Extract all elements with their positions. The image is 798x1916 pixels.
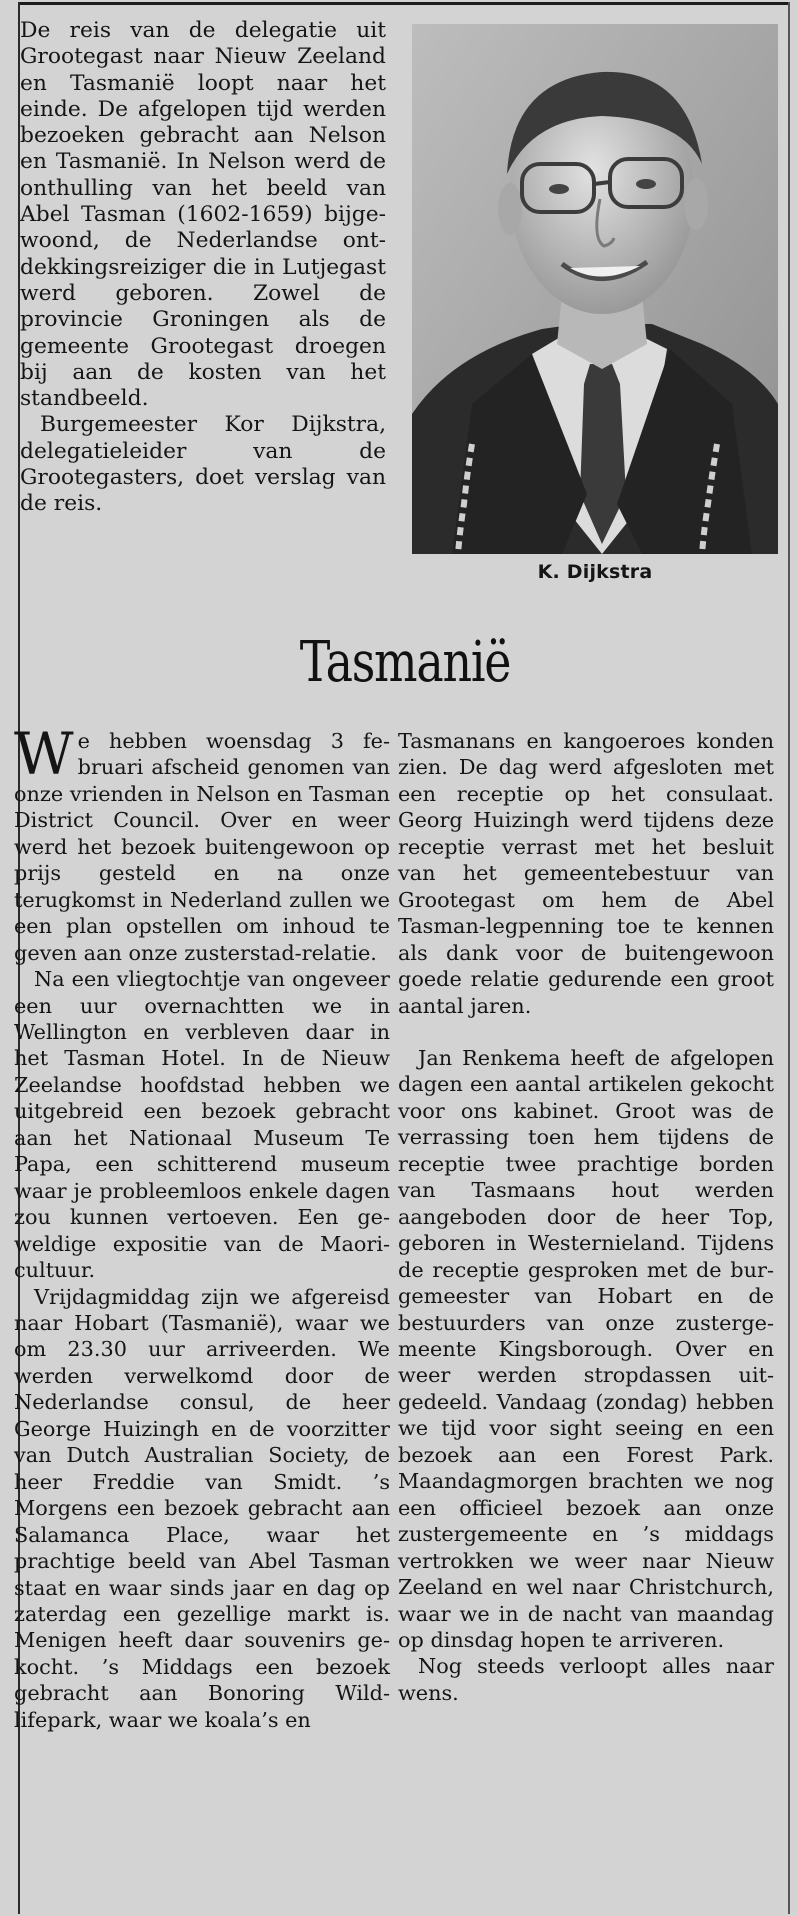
top-rule <box>18 2 790 5</box>
intro-paragraph: Burgemeester Kor Dijkstra, delegatieleider van de Grootegasters, doet verslag van de reis. <box>20 412 386 517</box>
photo-caption: K. Dijkstra <box>537 561 653 583</box>
article-column-2 <box>398 728 774 1706</box>
right-rule <box>788 2 790 1914</box>
article-paragraph: Na een vliegtochtje van ongeveer een uur overnachtten we in Wellington en verbleven daar in het Tasman Hotel. In de Nieuw Zeelandse hoofdstad hebben we uitgebreid een bezoek gebracht aan het Nationaal Museum Te Papa, een schitterend museum waar je probleemloos enkele dagen zou kunnen vertoeven. Een geweldige expositie van de Maori-cultuur. <box>14 967 390 1283</box>
article-column-1 <box>14 720 390 1733</box>
portrait-photo <box>412 24 778 554</box>
intro-block <box>20 18 386 518</box>
headline: Tasmanië <box>299 630 511 695</box>
drop-cap: W <box>14 720 74 788</box>
article-paragraph: Tasmanans en kangoeroes konden zien. De dag werd afgesloten met een receptie op het consulaat. Georg Huizingh werd tijdens deze receptie verrast met het besluit van het gemeentebestuur van Grootegast om hem de Abel Tasman-legpenning toe te kennen als dank voor de buitengewoon goede relatie gedurende een groot aantal jaren. <box>398 729 774 1018</box>
intro-paragraph: De reis van de delegatie uit Grootegast naar Nieuw Zeeland en Tasmanië loopt naar het einde. De afgelopen tijd werden bezoeken gebracht aan Nelson en Tasmanië. In Nelson werd de onthulling van het beeld van Abel Tasman (1602-1659) bijgewoond, de Nederlandse ontdekkingsreiziger die in Lutjegast werd geboren. Zowel de provincie Groningen als de gemeente Grootegast droegen bij aan de kosten van het standbeeld. <box>20 18 386 412</box>
article-text: e hebben woensdag 3 februari afscheid genomen van onze vrienden in Nelson en Tasman District Council. Over en weer werd het bezoek buitengewoon op prijs gesteld en na onze terugkomst in Nederland zullen we een plan opstellen om inhoud te geven aan onze zusterstad-relatie. <box>14 729 390 965</box>
article-paragraph <box>14 720 390 966</box>
article-paragraph: Jan Renkema heeft de afgelopen dagen een aantal artikelen gekocht voor ons kabinet. Groot was de verrassing toen hem tijdens de receptie twee prachtige borden van Tasmaans hout werden aangeboden door de heer Top, geboren in Westernieland. Tijdens de receptie gesproken met de burgemeester van Hobart en de bestuurders van onze zustergemeente Kingsborough. Over en weer werden stropdassen uitgedeeld. Vandaag (zondag) hebben we tijd voor sight seeing en een bezoek aan een Forest Park. Maandagmorgen brachten we nog een officieel bezoek aan onze zustergemeente en ’s middags vertrokken we weer naar Nieuw Zeeland en wel naar Christchurch, waar we in de nacht van maandag op dinsdag hopen te arriveren. <box>398 1045 774 1652</box>
article-paragraph: Nog steeds verloopt alles naar wens. <box>398 1654 774 1705</box>
portrait-illustration <box>412 24 778 554</box>
paragraph-gap <box>398 1019 774 1045</box>
article-paragraph: Vrijdagmiddag zijn we afgereisd naar Hobart (Tasmanië), waar we om 23.30 uur arriveerden. We werden verwelkomd door de Nederlandse consul, de heer George Huizingh en de voorzitter van Dutch Australian Society, de heer Freddie van Smidt. ’s Morgens een bezoek gebracht aan Salamanca Place, waar het prachtige beeld van Abel Tasman staat en waar sinds jaar en dag op zaterdag een gezellige markt is. Menigen heeft daar souvenirs gekocht. ’s Middags een bezoek gebracht aan Bonoring Wildlifepark, waar we koala’s en <box>14 1284 390 1732</box>
